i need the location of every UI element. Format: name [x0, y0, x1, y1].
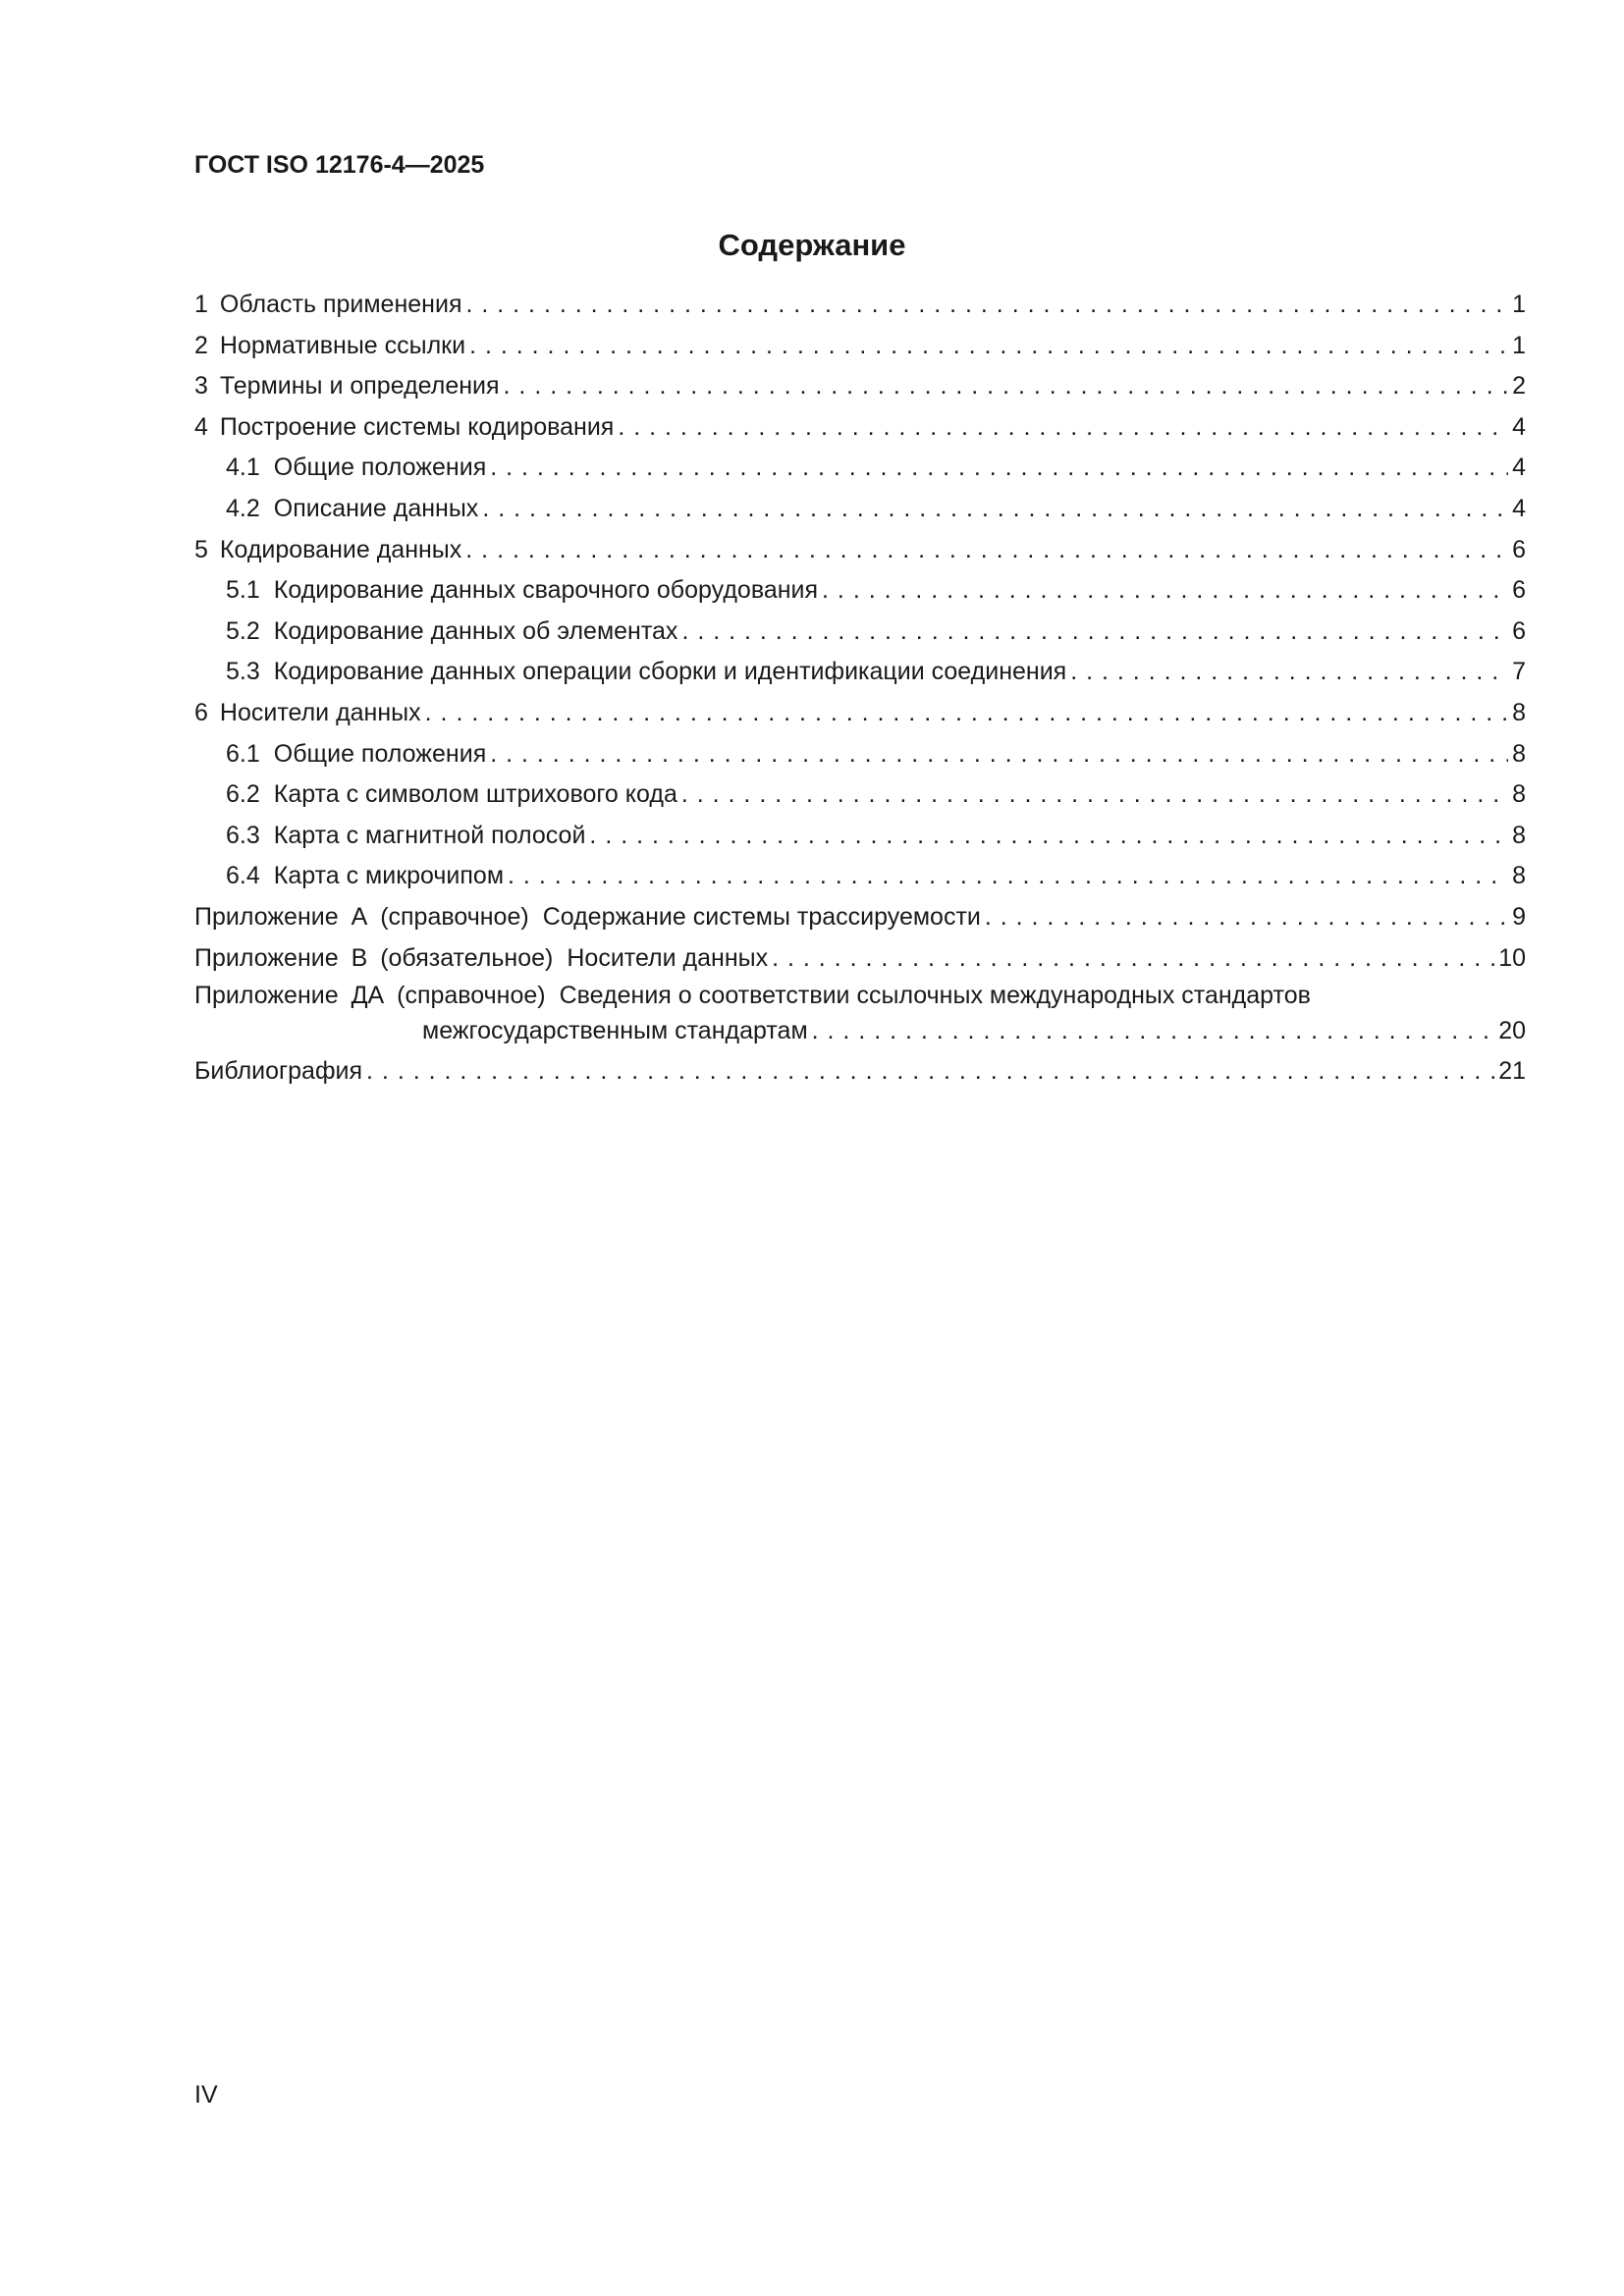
toc-entry-label: Построение системы кодирования — [219, 412, 615, 441]
toc-entry-number: 3 — [194, 372, 208, 400]
toc-entry-page: 6 — [1512, 535, 1526, 563]
toc-entry-number: 2 — [194, 331, 208, 359]
toc-subentry[interactable] — [194, 612, 1526, 653]
toc-entry-label: Карта с микрочипом — [273, 862, 505, 890]
toc-subentry[interactable] — [194, 570, 1526, 612]
toc-entry-label: Кодирование данных — [219, 535, 462, 563]
toc-entry-page: 4 — [1512, 412, 1526, 441]
toc-subentry[interactable] — [194, 734, 1526, 775]
dot-leader — [504, 366, 1509, 407]
toc-subentry[interactable] — [194, 448, 1526, 489]
dot-leader — [469, 326, 1508, 367]
dot-leader — [1070, 652, 1508, 693]
dot-leader — [490, 448, 1508, 489]
dot-leader — [681, 774, 1508, 816]
toc-entry-page: 6 — [1512, 616, 1526, 645]
toc-entry-page: 1 — [1512, 331, 1526, 359]
toc-entry-label: Описание данных — [273, 494, 479, 522]
dot-leader — [822, 570, 1508, 612]
toc-entry-label: Содержание системы трассируемости — [542, 902, 981, 931]
toc-appendix-da[interactable] — [194, 979, 1526, 1051]
toc-entry-page: 7 — [1512, 658, 1526, 686]
toc-entry[interactable] — [194, 407, 1526, 449]
toc-entry-number: 4 — [194, 412, 208, 441]
toc-entry-number: 5.2 — [226, 616, 260, 645]
toc-entry-label: Носители данных — [219, 698, 421, 726]
dot-leader — [366, 1051, 1494, 1093]
toc-entry-page: 8 — [1512, 739, 1526, 768]
toc-entry-page: 8 — [1512, 698, 1526, 726]
dot-leader — [425, 693, 1508, 734]
dot-leader — [482, 489, 1508, 530]
toc-entry-number: 6.1 — [226, 739, 260, 768]
toc-entry-page: 1 — [1512, 291, 1526, 318]
toc-entry-page: 8 — [1512, 821, 1526, 849]
toc-entry-page: 6 — [1512, 576, 1526, 605]
toc-entry[interactable] — [194, 366, 1526, 407]
toc-entry-number: 6.3 — [226, 821, 260, 849]
dot-leader — [465, 285, 1508, 326]
appendix-prefix: Приложение В (обязательное) — [194, 943, 554, 972]
toc-entry-page: 4 — [1512, 454, 1526, 482]
toc-entry-page: 8 — [1512, 862, 1526, 890]
dot-leader — [681, 612, 1508, 653]
toc-entry-number: 5.1 — [226, 576, 260, 605]
toc-entry-label: Карта с символом штрихового кода — [273, 780, 677, 809]
toc-entry-number: 4.2 — [226, 494, 260, 522]
toc-entry-number: 5.3 — [226, 658, 260, 686]
dot-leader — [508, 856, 1508, 897]
toc-entry-label: Карта с магнитной полосой — [273, 821, 586, 849]
toc-subentry[interactable] — [194, 489, 1526, 530]
appendix-prefix: Приложение ДА (справочное) — [194, 982, 546, 1010]
toc-entry[interactable] — [194, 693, 1526, 734]
toc-subentry[interactable] — [194, 816, 1526, 857]
toc-entry-label: Носители данных — [567, 943, 769, 972]
toc-entry-page: 4 — [1512, 494, 1526, 522]
toc-subentry[interactable] — [194, 774, 1526, 816]
toc-entry-number: 1 — [194, 291, 208, 318]
toc-entry-page: 8 — [1512, 780, 1526, 809]
toc-entry-number: 5 — [194, 535, 208, 563]
toc-entry[interactable] — [194, 326, 1526, 367]
toc-entry-page: 21 — [1498, 1057, 1526, 1086]
toc-entry-label: Термины и определения — [219, 372, 500, 400]
toc-entry-label: Кодирование данных об элементах — [273, 616, 678, 645]
toc-entry-label: Общие положения — [273, 739, 487, 768]
document-code: ГОСТ ISO 12176-4—2025 — [194, 151, 485, 179]
toc-entry-page: 2 — [1512, 372, 1526, 400]
dot-leader — [618, 407, 1508, 449]
toc-entry[interactable] — [194, 285, 1526, 326]
dot-leader — [772, 938, 1494, 980]
dot-leader — [589, 816, 1508, 857]
toc-entry-label: Библиография — [194, 1057, 363, 1086]
toc-entry[interactable] — [194, 530, 1526, 571]
toc-entry-label: Кодирование данных сварочного оборудования — [273, 576, 819, 605]
toc-entry-page: 9 — [1512, 902, 1526, 931]
toc-subentry[interactable] — [194, 652, 1526, 693]
toc-entry-label: Область применения — [219, 291, 462, 318]
toc-entry-page: 10 — [1498, 943, 1526, 972]
toc-entry-label-continued: межгосударственным стандартам — [422, 1017, 808, 1045]
toc-entry-number: 6 — [194, 698, 208, 726]
toc-entry-label: Общие положения — [273, 454, 487, 482]
toc-appendix-b[interactable] — [194, 938, 1526, 980]
toc-subentry[interactable] — [194, 856, 1526, 897]
page-number: IV — [194, 2081, 218, 2109]
dot-leader — [812, 1012, 1495, 1049]
toc-entry-number: 6.4 — [226, 862, 260, 890]
toc-entry-label: Нормативные ссылки — [219, 331, 466, 359]
toc-title: Содержание — [718, 228, 906, 262]
toc-entry-label: Кодирование данных операции сборки и идентификации соединения — [273, 658, 1067, 686]
toc-bibliography[interactable] — [194, 1051, 1526, 1093]
dot-leader — [490, 734, 1508, 775]
toc-appendix-a[interactable] — [194, 897, 1526, 938]
toc-entry-number: 4.1 — [226, 454, 260, 482]
dot-leader — [985, 897, 1508, 938]
toc-entry-number: 6.2 — [226, 780, 260, 809]
toc-entry-page: 20 — [1498, 1017, 1526, 1045]
appendix-prefix: Приложение А (справочное) — [194, 902, 529, 931]
dot-leader — [465, 530, 1508, 571]
table-of-contents — [194, 285, 1526, 1093]
toc-entry-label: Сведения о соответствии ссылочных международных стандартов — [559, 982, 1311, 1010]
